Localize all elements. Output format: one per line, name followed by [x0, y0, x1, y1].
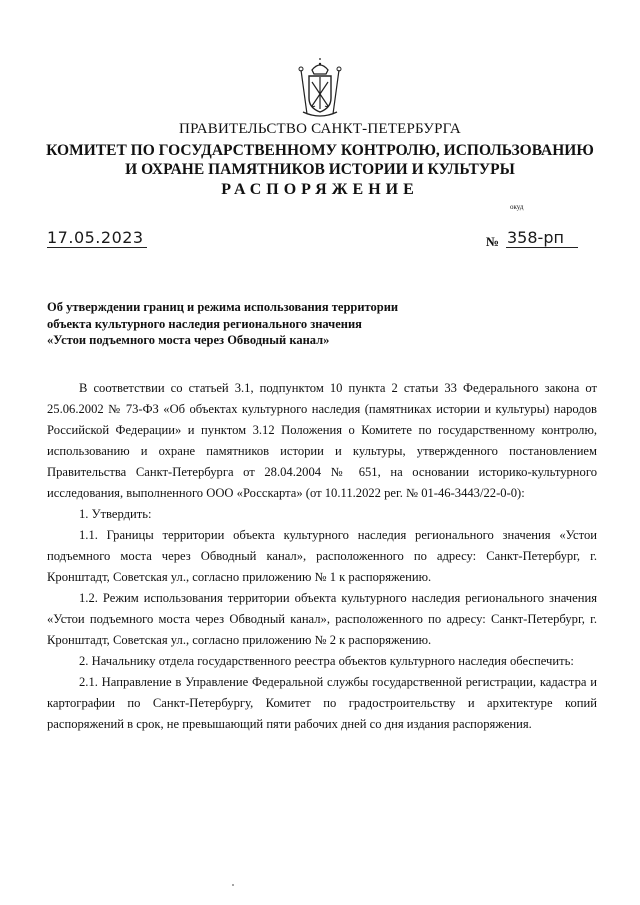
- body-paragraph-preamble: В соответствии со статьей 3.1, подпунктом 10 пункта 2 статьи 33 Федерального закона от 25.06.2002 № 73-ФЗ «Об объектах культурного наследия (памятниках истории и культуры) народов Российской Федерации» и пунктом 3.12 Положения о Комитете по государственному контролю, использованию и охране памятников истории и культуры, утвержденного постановлением Правительства Санкт-Петербурга от 28.04.2004 № 651, на основании историко-культурного исследования, выполненного ООО «Росскарта» (от 10.11.2022 рег. № 01-46-3443/22-0-0):: [47, 381, 597, 500]
- document-number: 358-рп: [507, 228, 564, 247]
- body-paragraph-1-1: 1.1. Границы территории объекта культурного наследия регионального значения «Устои подъемного моста через Обводный канал», расположенного по адресу: Санкт-Петербург, г. Кронштадт, Советская ул., согласно приложению № 1 к распоряжению.: [47, 528, 597, 584]
- subject-line2: объекта культурного наследия регионального значения: [47, 316, 362, 331]
- document-body: [47, 378, 597, 735]
- body-paragraph-2-1: 2.1. Направление в Управление Федеральной службы государственной регистрации, кадастра и картографии по Санкт-Петербургу, Комитет по градостроительству и архитектуре копий распоряжений в срок, не превышающий пяти рабочих дней со дня издания распоряжения.: [47, 675, 597, 731]
- document-date: 17.05.2023: [47, 228, 144, 247]
- page-speck: [232, 884, 234, 886]
- committee-title-line2: И ОХРАНЕ ПАМЯТНИКОВ ИСТОРИИ И КУЛЬТУРЫ: [125, 161, 515, 178]
- body-paragraph-2: 2. Начальнику отдела государственного реестра объектов культурного наследия обеспечить:: [79, 654, 574, 668]
- okud-label: окуд: [510, 203, 524, 211]
- document-subject: [47, 299, 467, 349]
- committee-title: [0, 141, 640, 179]
- body-paragraph-1-2: 1.2. Режим использования территории объекта культурного наследия регионального значения «Устои подъемного моста через Обводный канал», расположенного по адресу: Санкт-Петербург, г. Кронштадт, Советская ул., согласно приложению № 2 к распоряжению.: [47, 591, 597, 647]
- number-underline: [506, 247, 578, 248]
- subject-line1: Об утверждении границ и режима использования территории: [47, 300, 399, 314]
- body-paragraph-1: 1. Утвердить:: [79, 507, 152, 521]
- document-type: РАСПОРЯЖЕНИЕ: [221, 181, 419, 198]
- number-label: №: [486, 234, 500, 249]
- subject-line3: «Устои подъемного моста через Обводный канал»: [47, 333, 330, 347]
- date-underline: [47, 247, 147, 248]
- coat-of-arms-icon: [293, 58, 347, 120]
- government-title: ПРАВИТЕЛЬСТВО САНКТ-ПЕТЕРБУРГА: [179, 121, 461, 137]
- committee-title-line1: КОМИТЕТ ПО ГОСУДАРСТВЕННОМУ КОНТРОЛЮ, ИСПОЛЬЗОВАНИЮ: [46, 142, 594, 159]
